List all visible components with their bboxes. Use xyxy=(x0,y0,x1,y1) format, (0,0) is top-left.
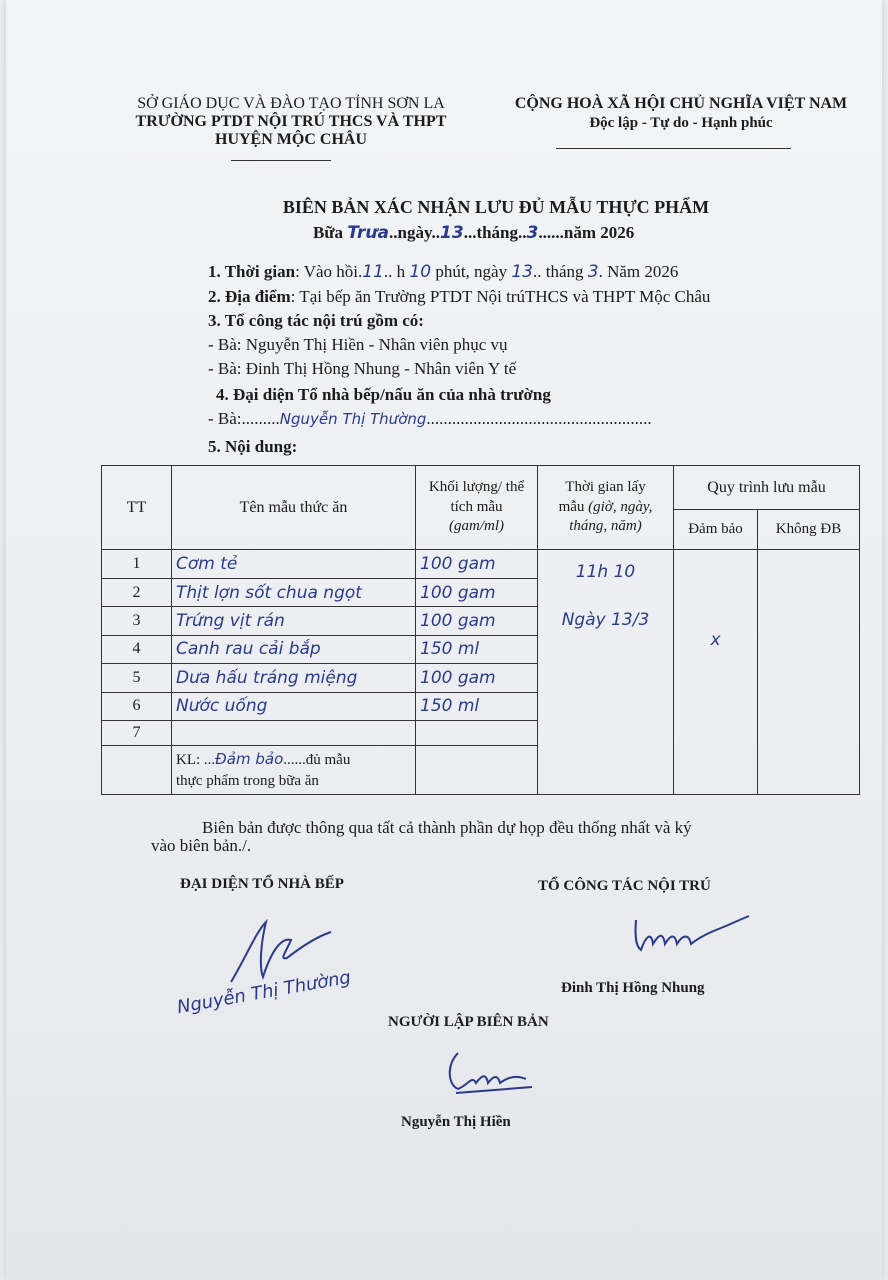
row-tt: 2 xyxy=(102,578,172,606)
time-t3: phút, ngày xyxy=(431,262,512,281)
sign-right-name: Đinh Thị Hồng Nhung xyxy=(561,980,705,996)
country-name: CỘNG HOÀ XÃ HỘI CHỦ NGHĨA VIỆT NAM xyxy=(514,95,848,112)
closing-line-1: Biên bản được thông qua tất cả thành phần dự họp đều thống nhất và ký xyxy=(202,818,692,837)
header-notok: Không ĐB xyxy=(758,510,860,550)
kl-suffix: ......đủ mẫu xyxy=(283,752,351,769)
row-weight: 150 ml xyxy=(416,692,538,720)
meal-month-label: ...tháng.. xyxy=(463,223,527,242)
location-text: : Tại bếp ăn Trường PTDT Nội trúTHCS và THPT Mộc Châu xyxy=(290,287,711,306)
meal-value: Trưa xyxy=(347,223,389,243)
header-tt: TT xyxy=(102,466,172,550)
row-tt: 1 xyxy=(102,550,172,578)
meal-month: 3 xyxy=(526,223,539,243)
sign-center-name: Nguyễn Thị Hiền xyxy=(401,1114,511,1130)
kl-prefix: KL: ... xyxy=(176,752,216,769)
row-tt: 4 xyxy=(102,635,172,663)
team-member-2: - Bà: Đinh Thị Hồng Nhung - Nhân viên Y tế xyxy=(208,359,517,378)
header-time-line1: Thời gian lấy xyxy=(565,479,646,496)
time-t4: .. tháng xyxy=(532,262,588,281)
time-t5: . Năm 2026 xyxy=(598,262,679,281)
sign-left-title: ĐẠI DIỆN TỔ NHÀ BẾP xyxy=(180,876,344,892)
row-weight: 100 gam xyxy=(416,664,538,692)
header-ok: Đảm bảo xyxy=(674,510,758,550)
closing-line-2: vào biên bản./. xyxy=(151,836,252,855)
header-time-line3: tháng, năm) xyxy=(569,518,642,535)
header-weight-line2: tích mẫu xyxy=(450,498,503,515)
time-month: 3 xyxy=(587,262,599,282)
section-kitchen-label: 4. Đại diện Tổ nhà bếp/nấu ăn của nhà trường xyxy=(216,385,551,404)
row-weight: 100 gam xyxy=(416,607,538,635)
kitchen-rep xyxy=(208,409,652,429)
row-tt: 5 xyxy=(102,664,172,692)
conclusion-tt xyxy=(102,746,172,795)
time-hour: 11 xyxy=(362,262,384,282)
header-weight xyxy=(416,466,538,550)
document-page xyxy=(6,0,882,1280)
row-name: Nước uống xyxy=(172,692,416,720)
section-team-label: 3. Tổ công tác nội trú gồm có: xyxy=(208,311,424,330)
row-weight xyxy=(416,721,538,746)
conclusion-weight xyxy=(416,746,538,795)
district-name: HUYỆN MỘC CHÂU xyxy=(215,131,367,148)
meal-day: 13 xyxy=(440,223,464,243)
header-time-line2-italic: (giờ, ngày, xyxy=(588,498,653,515)
sample-table xyxy=(101,465,860,795)
department-name: SỞ GIÁO DỤC VÀ ĐÀO TẠO TỈNH SƠN LA xyxy=(137,95,445,112)
row-weight: 100 gam xyxy=(416,550,538,578)
section-time xyxy=(208,262,678,282)
meal-line xyxy=(313,223,634,243)
row-name: Trứng vịt rán xyxy=(172,607,416,635)
row-name: Dưa hấu tráng miệng xyxy=(172,664,416,692)
kitchen-rep-dots: ..................................................... xyxy=(426,409,652,428)
sign-right-title: TỔ CÔNG TÁC NỘI TRÚ xyxy=(538,878,711,894)
header-right xyxy=(496,95,866,132)
time-minute: 10 xyxy=(409,262,432,282)
time-value-1: 11h 10 xyxy=(575,562,636,583)
kl-value: Đảm bảo xyxy=(215,750,284,769)
header-weight-line3: (gam/ml) xyxy=(449,518,504,535)
row-name: Canh rau cải bắp xyxy=(172,635,416,663)
table-row xyxy=(102,550,860,578)
sign-left-written-name: Nguyễn Thị Thường xyxy=(175,966,353,1019)
document-title: BIÊN BẢN XÁC NHẬN LƯU ĐỦ MẪU THỰC PHẨM xyxy=(282,197,710,217)
row-weight: 150 ml xyxy=(416,635,538,663)
meal-day-label: ..ngày.. xyxy=(388,223,441,242)
signature-creator xyxy=(436,1045,546,1100)
meal-year-label: ......năm 2026 xyxy=(538,223,635,242)
row-name: Thịt lợn sốt chua ngọt xyxy=(172,578,416,606)
notok-cell xyxy=(758,550,860,795)
header-time xyxy=(538,466,674,550)
time-day: 13 xyxy=(511,262,533,282)
section-location xyxy=(208,287,710,307)
kitchen-rep-name: Nguyễn Thị Thường xyxy=(279,410,427,428)
kl-line2: thực phẩm trong bữa ăn xyxy=(176,772,319,789)
row-name: Cơm tẻ xyxy=(172,550,416,578)
header-name: Tên mẫu thức ăn xyxy=(172,466,416,550)
header-left-underline xyxy=(231,160,331,161)
sign-center-title: NGƯỜI LẬP BIÊN BẢN xyxy=(388,1014,549,1030)
time-label: 1. Thời gian xyxy=(208,262,296,281)
time-t1: : Vào hồi. xyxy=(295,262,363,281)
meal-prefix: Bữa xyxy=(313,223,344,242)
header-process: Quy trình lưu mẫu xyxy=(674,466,860,510)
ok-mark: x xyxy=(710,630,721,651)
header-right-underline xyxy=(556,148,791,149)
header-left xyxy=(111,95,471,149)
ok-cell xyxy=(674,550,758,795)
time-value-2: Ngày 13/3 xyxy=(561,610,650,631)
header-weight-line1: Khối lượng/ thể xyxy=(428,479,525,496)
conclusion-cell xyxy=(172,746,416,795)
row-name xyxy=(172,721,416,746)
team-member-1: - Bà: Nguyễn Thị Hiền - Nhân viên phục vụ xyxy=(208,335,508,354)
section-content-label: 5. Nội dung: xyxy=(208,437,298,456)
signature-team xyxy=(621,908,761,958)
motto: Độc lập - Tự do - Hạnh phúc xyxy=(589,115,773,131)
row-tt: 7 xyxy=(102,721,172,746)
row-tt: 3 xyxy=(102,607,172,635)
time-t2: .. h xyxy=(383,262,410,281)
row-weight: 100 gam xyxy=(416,578,538,606)
school-name: TRƯỜNG PTDT NỘI TRÚ THCS VÀ THPT xyxy=(135,113,447,130)
header-time-line2: mẫu xyxy=(558,498,589,515)
row-tt: 6 xyxy=(102,692,172,720)
location-label: 2. Địa điểm xyxy=(208,287,291,306)
time-cell xyxy=(538,550,674,795)
kitchen-rep-prefix: - Bà:......... xyxy=(208,409,280,428)
